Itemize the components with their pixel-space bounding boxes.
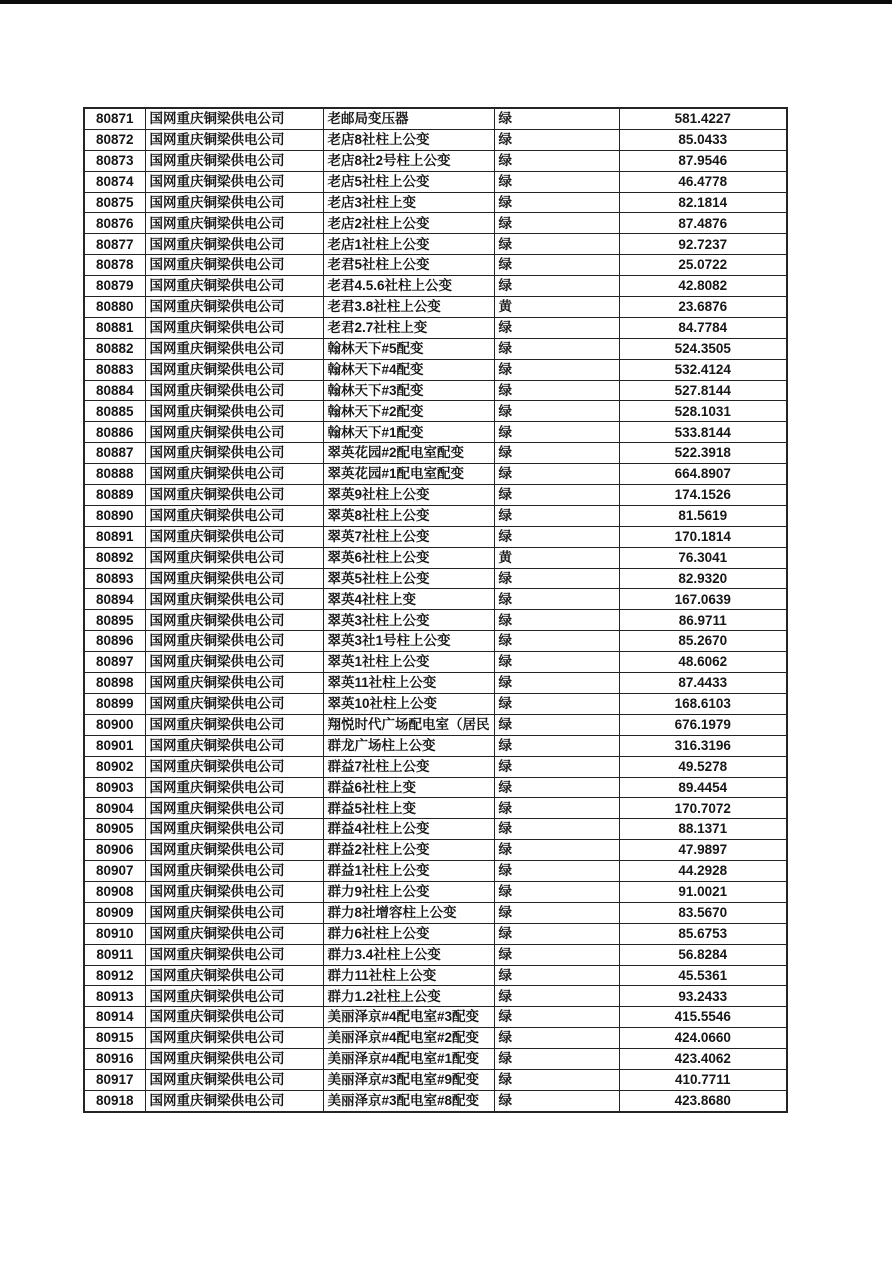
value-cell: 89.4454	[619, 777, 787, 798]
status-cell: 绿	[494, 401, 619, 422]
value-cell: 87.4433	[619, 673, 787, 694]
device-name-cell: 美丽泽京#3配电室#9配变	[323, 1069, 494, 1090]
status-cell: 绿	[494, 881, 619, 902]
table-row	[84, 317, 787, 338]
row-id-cell: 80885	[84, 401, 145, 422]
value-cell: 87.4876	[619, 213, 787, 234]
device-name-cell: 翠英1社柱上公变	[323, 652, 494, 673]
row-id-cell: 80895	[84, 610, 145, 631]
row-id-cell: 80905	[84, 819, 145, 840]
row-id-cell: 80911	[84, 944, 145, 965]
value-cell: 167.0639	[619, 589, 787, 610]
table-row	[84, 1007, 787, 1028]
value-cell: 527.8144	[619, 380, 787, 401]
row-id-cell: 80874	[84, 171, 145, 192]
table-row	[84, 234, 787, 255]
device-name-cell: 翠英3社1号柱上公变	[323, 631, 494, 652]
company-cell: 国网重庆铜梁供电公司	[145, 464, 323, 485]
device-name-cell: 翔悦时代广场配电室（居民	[323, 714, 494, 735]
row-id-cell: 80896	[84, 631, 145, 652]
status-cell: 绿	[494, 192, 619, 213]
company-cell: 国网重庆铜梁供电公司	[145, 234, 323, 255]
device-name-cell: 老君5社柱上公变	[323, 255, 494, 276]
value-cell: 81.5619	[619, 505, 787, 526]
table-row	[84, 965, 787, 986]
value-cell: 522.3918	[619, 443, 787, 464]
table-row	[84, 714, 787, 735]
value-cell: 23.6876	[619, 297, 787, 318]
row-id-cell: 80909	[84, 902, 145, 923]
company-cell: 国网重庆铜梁供电公司	[145, 861, 323, 882]
company-cell: 国网重庆铜梁供电公司	[145, 589, 323, 610]
table-row	[84, 819, 787, 840]
company-cell: 国网重庆铜梁供电公司	[145, 902, 323, 923]
table-row	[84, 840, 787, 861]
device-name-cell: 翠英3社柱上公变	[323, 610, 494, 631]
value-cell: 581.4227	[619, 108, 787, 129]
value-cell: 170.7072	[619, 798, 787, 819]
table-row	[84, 297, 787, 318]
value-cell: 84.7784	[619, 317, 787, 338]
row-id-cell: 80916	[84, 1049, 145, 1070]
status-cell: 绿	[494, 505, 619, 526]
company-cell: 国网重庆铜梁供电公司	[145, 505, 323, 526]
value-cell: 85.0433	[619, 129, 787, 150]
device-name-cell: 群益2社柱上公变	[323, 840, 494, 861]
table-row	[84, 756, 787, 777]
table-row	[84, 798, 787, 819]
company-cell: 国网重庆铜梁供电公司	[145, 777, 323, 798]
company-cell: 国网重庆铜梁供电公司	[145, 485, 323, 506]
status-cell: 绿	[494, 108, 619, 129]
value-cell: 82.1814	[619, 192, 787, 213]
table-row	[84, 526, 787, 547]
value-cell: 528.1031	[619, 401, 787, 422]
row-id-cell: 80917	[84, 1069, 145, 1090]
company-cell: 国网重庆铜梁供电公司	[145, 714, 323, 735]
status-cell: 绿	[494, 840, 619, 861]
status-cell: 绿	[494, 568, 619, 589]
row-id-cell: 80898	[84, 673, 145, 694]
table-row	[84, 338, 787, 359]
row-id-cell: 80915	[84, 1028, 145, 1049]
company-cell: 国网重庆铜梁供电公司	[145, 338, 323, 359]
table-row	[84, 547, 787, 568]
data-table-container	[83, 107, 788, 1113]
device-name-cell: 翠英花园#2配电室配变	[323, 443, 494, 464]
table-row	[84, 673, 787, 694]
status-cell: 绿	[494, 317, 619, 338]
value-cell: 88.1371	[619, 819, 787, 840]
value-cell: 423.8680	[619, 1090, 787, 1111]
status-cell: 绿	[494, 1090, 619, 1111]
row-id-cell: 80882	[84, 338, 145, 359]
status-cell: 绿	[494, 798, 619, 819]
company-cell: 国网重庆铜梁供电公司	[145, 171, 323, 192]
company-cell: 国网重庆铜梁供电公司	[145, 693, 323, 714]
device-name-cell: 翠英5社柱上公变	[323, 568, 494, 589]
company-cell: 国网重庆铜梁供电公司	[145, 944, 323, 965]
value-cell: 44.2928	[619, 861, 787, 882]
value-cell: 532.4124	[619, 359, 787, 380]
table-row	[84, 881, 787, 902]
table-row	[84, 1028, 787, 1049]
value-cell: 87.9546	[619, 150, 787, 171]
device-name-cell: 翠英7社柱上公变	[323, 526, 494, 547]
status-cell: 绿	[494, 777, 619, 798]
status-cell: 绿	[494, 631, 619, 652]
status-cell: 黄	[494, 547, 619, 568]
value-cell: 316.3196	[619, 735, 787, 756]
table-row	[84, 380, 787, 401]
row-id-cell: 80887	[84, 443, 145, 464]
table-row	[84, 589, 787, 610]
company-cell: 国网重庆铜梁供电公司	[145, 401, 323, 422]
company-cell: 国网重庆铜梁供电公司	[145, 965, 323, 986]
row-id-cell: 80886	[84, 422, 145, 443]
status-cell: 绿	[494, 693, 619, 714]
company-cell: 国网重庆铜梁供电公司	[145, 297, 323, 318]
status-cell: 绿	[494, 902, 619, 923]
table-row	[84, 902, 787, 923]
value-cell: 415.5546	[619, 1007, 787, 1028]
value-cell: 48.6062	[619, 652, 787, 673]
value-cell: 42.8082	[619, 276, 787, 297]
status-cell: 绿	[494, 129, 619, 150]
row-id-cell: 80893	[84, 568, 145, 589]
device-name-cell: 群益4社柱上公变	[323, 819, 494, 840]
status-cell: 绿	[494, 944, 619, 965]
device-name-cell: 老君4.5.6社柱上公变	[323, 276, 494, 297]
device-name-cell: 老邮局变压器	[323, 108, 494, 129]
status-cell: 绿	[494, 1007, 619, 1028]
table-row	[84, 171, 787, 192]
status-cell: 绿	[494, 652, 619, 673]
row-id-cell: 80878	[84, 255, 145, 276]
table-row	[84, 443, 787, 464]
device-name-cell: 老店1社柱上公变	[323, 234, 494, 255]
table-row	[84, 464, 787, 485]
device-name-cell: 老店2社柱上公变	[323, 213, 494, 234]
row-id-cell: 80912	[84, 965, 145, 986]
status-cell: 绿	[494, 359, 619, 380]
row-id-cell: 80890	[84, 505, 145, 526]
row-id-cell: 80872	[84, 129, 145, 150]
table-row	[84, 1090, 787, 1111]
device-name-cell: 翠英4社柱上变	[323, 589, 494, 610]
row-id-cell: 80875	[84, 192, 145, 213]
row-id-cell: 80913	[84, 986, 145, 1007]
row-id-cell: 80910	[84, 923, 145, 944]
status-cell: 绿	[494, 610, 619, 631]
status-cell: 绿	[494, 965, 619, 986]
company-cell: 国网重庆铜梁供电公司	[145, 1069, 323, 1090]
table-row	[84, 213, 787, 234]
row-id-cell: 80877	[84, 234, 145, 255]
company-cell: 国网重庆铜梁供电公司	[145, 317, 323, 338]
table-row	[84, 192, 787, 213]
device-name-cell: 翠英9社柱上公变	[323, 485, 494, 506]
company-cell: 国网重庆铜梁供电公司	[145, 631, 323, 652]
status-cell: 绿	[494, 150, 619, 171]
table-row	[84, 1069, 787, 1090]
company-cell: 国网重庆铜梁供电公司	[145, 568, 323, 589]
device-name-cell: 美丽泽京#4配电室#2配变	[323, 1028, 494, 1049]
table-row	[84, 150, 787, 171]
status-cell: 绿	[494, 673, 619, 694]
device-name-cell: 美丽泽京#3配电室#8配变	[323, 1090, 494, 1111]
device-name-cell: 群力1.2社柱上公变	[323, 986, 494, 1007]
table-row	[84, 693, 787, 714]
value-cell: 92.7237	[619, 234, 787, 255]
status-cell: 绿	[494, 213, 619, 234]
status-cell: 绿	[494, 422, 619, 443]
table-row	[84, 505, 787, 526]
status-cell: 绿	[494, 861, 619, 882]
company-cell: 国网重庆铜梁供电公司	[145, 986, 323, 1007]
company-cell: 国网重庆铜梁供电公司	[145, 443, 323, 464]
status-cell: 绿	[494, 338, 619, 359]
status-cell: 绿	[494, 485, 619, 506]
table-row	[84, 777, 787, 798]
status-cell: 绿	[494, 276, 619, 297]
status-cell: 绿	[494, 1049, 619, 1070]
device-name-cell: 美丽泽京#4配电室#3配变	[323, 1007, 494, 1028]
table-row	[84, 108, 787, 129]
status-cell: 绿	[494, 171, 619, 192]
company-cell: 国网重庆铜梁供电公司	[145, 652, 323, 673]
row-id-cell: 80891	[84, 526, 145, 547]
table-row	[84, 861, 787, 882]
company-cell: 国网重庆铜梁供电公司	[145, 547, 323, 568]
company-cell: 国网重庆铜梁供电公司	[145, 380, 323, 401]
row-id-cell: 80871	[84, 108, 145, 129]
status-cell: 绿	[494, 464, 619, 485]
device-name-cell: 群益7社柱上公变	[323, 756, 494, 777]
status-cell: 绿	[494, 735, 619, 756]
company-cell: 国网重庆铜梁供电公司	[145, 422, 323, 443]
device-name-cell: 老店8社2号柱上公变	[323, 150, 494, 171]
company-cell: 国网重庆铜梁供电公司	[145, 213, 323, 234]
device-name-cell: 老君2.7社柱上变	[323, 317, 494, 338]
value-cell: 82.9320	[619, 568, 787, 589]
device-name-cell: 翠英6社柱上公变	[323, 547, 494, 568]
table-row	[84, 485, 787, 506]
value-cell: 93.2433	[619, 986, 787, 1007]
row-id-cell: 80889	[84, 485, 145, 506]
device-name-cell: 群益5社柱上变	[323, 798, 494, 819]
company-cell: 国网重庆铜梁供电公司	[145, 798, 323, 819]
company-cell: 国网重庆铜梁供电公司	[145, 255, 323, 276]
row-id-cell: 80901	[84, 735, 145, 756]
table-row	[84, 255, 787, 276]
row-id-cell: 80907	[84, 861, 145, 882]
device-name-cell: 群益1社柱上公变	[323, 861, 494, 882]
value-cell: 85.6753	[619, 923, 787, 944]
status-cell: 绿	[494, 923, 619, 944]
row-id-cell: 80892	[84, 547, 145, 568]
company-cell: 国网重庆铜梁供电公司	[145, 1028, 323, 1049]
value-cell: 83.5670	[619, 902, 787, 923]
table-body	[84, 108, 787, 1112]
device-name-cell: 群力6社柱上公变	[323, 923, 494, 944]
value-cell: 45.5361	[619, 965, 787, 986]
value-cell: 170.1814	[619, 526, 787, 547]
company-cell: 国网重庆铜梁供电公司	[145, 735, 323, 756]
device-name-cell: 群力8社增容柱上公变	[323, 902, 494, 923]
row-id-cell: 80900	[84, 714, 145, 735]
company-cell: 国网重庆铜梁供电公司	[145, 129, 323, 150]
device-name-cell: 老店8社柱上公变	[323, 129, 494, 150]
row-id-cell: 80883	[84, 359, 145, 380]
table-row	[84, 735, 787, 756]
data-table	[83, 107, 788, 1113]
status-cell: 绿	[494, 255, 619, 276]
row-id-cell: 80902	[84, 756, 145, 777]
value-cell: 76.3041	[619, 547, 787, 568]
company-cell: 国网重庆铜梁供电公司	[145, 526, 323, 547]
company-cell: 国网重庆铜梁供电公司	[145, 819, 323, 840]
value-cell: 85.2670	[619, 631, 787, 652]
row-id-cell: 80918	[84, 1090, 145, 1111]
value-cell: 86.9711	[619, 610, 787, 631]
row-id-cell: 80897	[84, 652, 145, 673]
company-cell: 国网重庆铜梁供电公司	[145, 756, 323, 777]
value-cell: 423.4062	[619, 1049, 787, 1070]
status-cell: 绿	[494, 986, 619, 1007]
value-cell: 424.0660	[619, 1028, 787, 1049]
status-cell: 绿	[494, 756, 619, 777]
table-row	[84, 422, 787, 443]
status-cell: 绿	[494, 714, 619, 735]
value-cell: 25.0722	[619, 255, 787, 276]
device-name-cell: 翰林天下#3配变	[323, 380, 494, 401]
row-id-cell: 80880	[84, 297, 145, 318]
device-name-cell: 翠英10社柱上公变	[323, 693, 494, 714]
value-cell: 91.0021	[619, 881, 787, 902]
device-name-cell: 翠英8社柱上公变	[323, 505, 494, 526]
device-name-cell: 群龙广场柱上公变	[323, 735, 494, 756]
row-id-cell: 80881	[84, 317, 145, 338]
device-name-cell: 翰林天下#5配变	[323, 338, 494, 359]
status-cell: 绿	[494, 380, 619, 401]
status-cell: 绿	[494, 443, 619, 464]
company-cell: 国网重庆铜梁供电公司	[145, 1007, 323, 1028]
row-id-cell: 80903	[84, 777, 145, 798]
page-top-bar	[0, 0, 892, 4]
value-cell: 56.8284	[619, 944, 787, 965]
table-row	[84, 276, 787, 297]
status-cell: 黄	[494, 297, 619, 318]
row-id-cell: 80879	[84, 276, 145, 297]
company-cell: 国网重庆铜梁供电公司	[145, 673, 323, 694]
value-cell: 664.8907	[619, 464, 787, 485]
device-name-cell: 群力3.4社柱上公变	[323, 944, 494, 965]
company-cell: 国网重庆铜梁供电公司	[145, 610, 323, 631]
device-name-cell: 群益6社柱上变	[323, 777, 494, 798]
company-cell: 国网重庆铜梁供电公司	[145, 192, 323, 213]
device-name-cell: 老君3.8社柱上公变	[323, 297, 494, 318]
company-cell: 国网重庆铜梁供电公司	[145, 840, 323, 861]
value-cell: 46.4778	[619, 171, 787, 192]
row-id-cell: 80876	[84, 213, 145, 234]
value-cell: 174.1526	[619, 485, 787, 506]
row-id-cell: 80884	[84, 380, 145, 401]
company-cell: 国网重庆铜梁供电公司	[145, 1090, 323, 1111]
row-id-cell: 80908	[84, 881, 145, 902]
table-row	[84, 359, 787, 380]
table-row	[84, 652, 787, 673]
device-name-cell: 群力11社柱上公变	[323, 965, 494, 986]
table-row	[84, 401, 787, 422]
row-id-cell: 80914	[84, 1007, 145, 1028]
status-cell: 绿	[494, 589, 619, 610]
table-row	[84, 631, 787, 652]
row-id-cell: 80906	[84, 840, 145, 861]
company-cell: 国网重庆铜梁供电公司	[145, 150, 323, 171]
value-cell: 49.5278	[619, 756, 787, 777]
status-cell: 绿	[494, 234, 619, 255]
status-cell: 绿	[494, 1069, 619, 1090]
device-name-cell: 翠英花园#1配电室配变	[323, 464, 494, 485]
value-cell: 168.6103	[619, 693, 787, 714]
row-id-cell: 80873	[84, 150, 145, 171]
company-cell: 国网重庆铜梁供电公司	[145, 276, 323, 297]
value-cell: 533.8144	[619, 422, 787, 443]
row-id-cell: 80894	[84, 589, 145, 610]
table-row	[84, 129, 787, 150]
table-row	[84, 568, 787, 589]
table-row	[84, 923, 787, 944]
table-row	[84, 986, 787, 1007]
device-name-cell: 群力9社柱上公变	[323, 881, 494, 902]
row-id-cell: 80888	[84, 464, 145, 485]
status-cell: 绿	[494, 819, 619, 840]
company-cell: 国网重庆铜梁供电公司	[145, 359, 323, 380]
status-cell: 绿	[494, 1028, 619, 1049]
table-row	[84, 1049, 787, 1070]
row-id-cell: 80899	[84, 693, 145, 714]
company-cell: 国网重庆铜梁供电公司	[145, 923, 323, 944]
company-cell: 国网重庆铜梁供电公司	[145, 881, 323, 902]
value-cell: 524.3505	[619, 338, 787, 359]
value-cell: 47.9897	[619, 840, 787, 861]
company-cell: 国网重庆铜梁供电公司	[145, 108, 323, 129]
device-name-cell: 翠英11社柱上公变	[323, 673, 494, 694]
device-name-cell: 翰林天下#4配变	[323, 359, 494, 380]
table-row	[84, 944, 787, 965]
value-cell: 410.7711	[619, 1069, 787, 1090]
device-name-cell: 翰林天下#2配变	[323, 401, 494, 422]
device-name-cell: 老店3社柱上变	[323, 192, 494, 213]
device-name-cell: 翰林天下#1配变	[323, 422, 494, 443]
company-cell: 国网重庆铜梁供电公司	[145, 1049, 323, 1070]
row-id-cell: 80904	[84, 798, 145, 819]
device-name-cell: 美丽泽京#4配电室#1配变	[323, 1049, 494, 1070]
table-row	[84, 610, 787, 631]
value-cell: 676.1979	[619, 714, 787, 735]
status-cell: 绿	[494, 526, 619, 547]
device-name-cell: 老店5社柱上公变	[323, 171, 494, 192]
